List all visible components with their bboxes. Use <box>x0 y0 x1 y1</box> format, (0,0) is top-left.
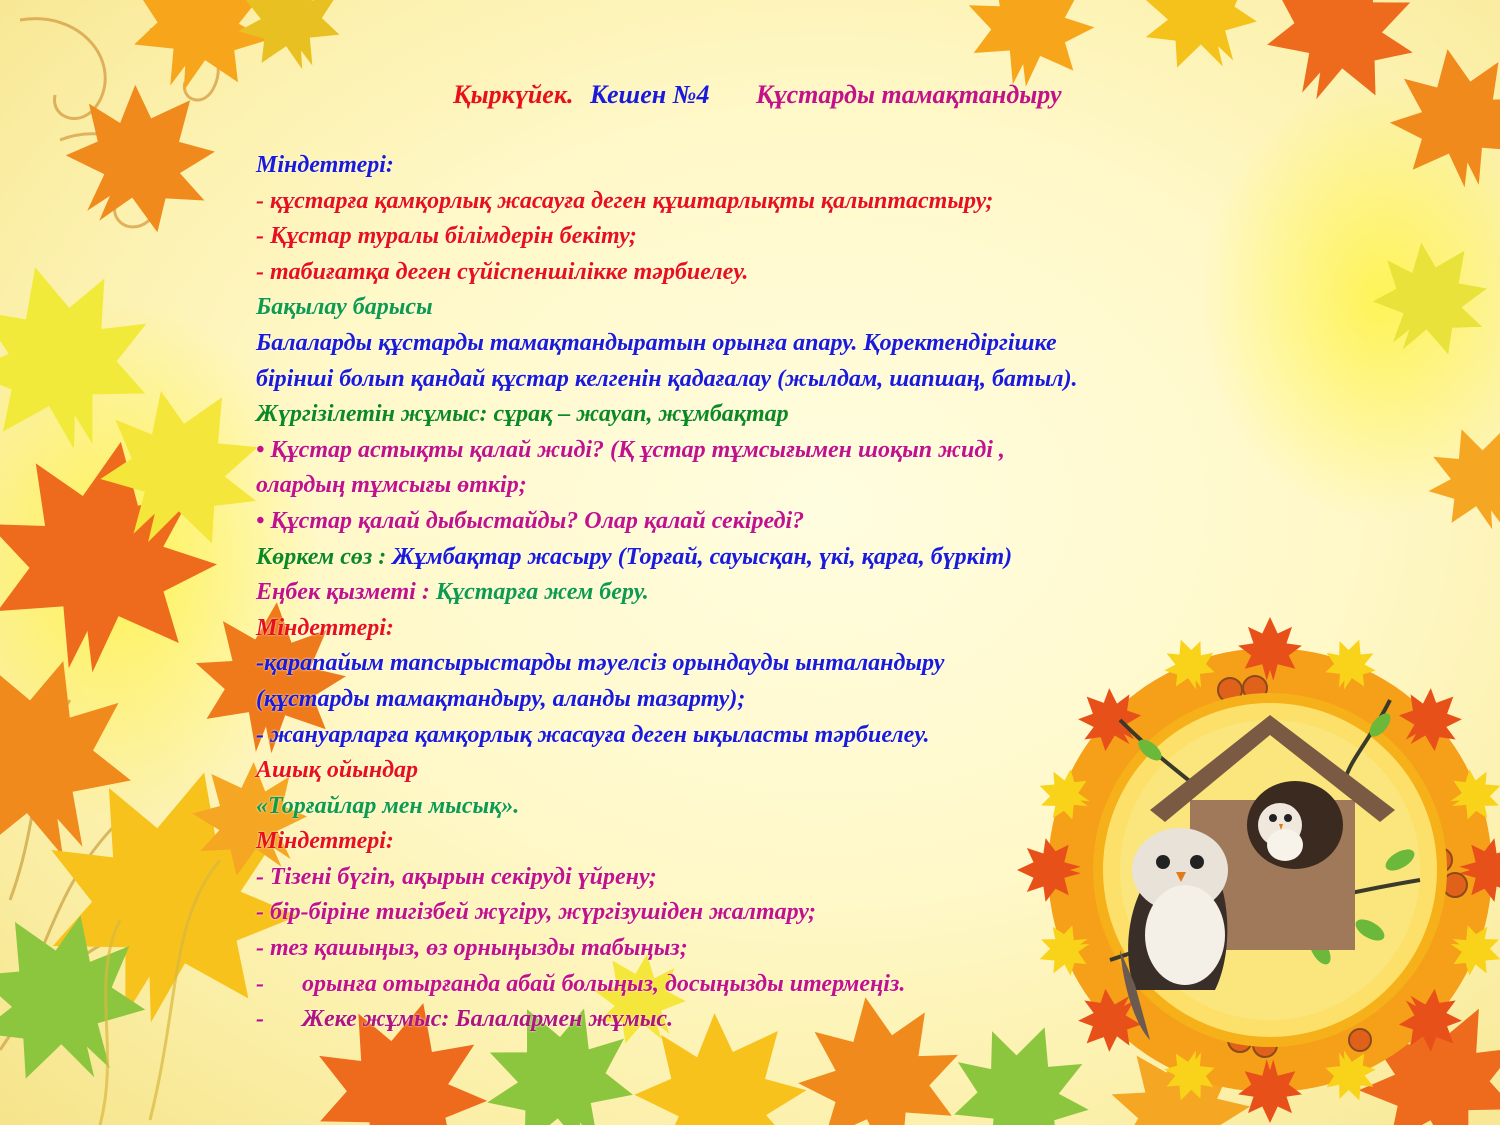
task-item: - табиғатқа деген сүйіспеншілікке тәрбиелеу. <box>256 258 749 285</box>
title-month: Қыркүйек. <box>453 80 574 109</box>
section-heading-tasks: Міндеттері: <box>256 614 394 641</box>
section-heading-outdoor-games: Ашық ойындар <box>256 757 419 784</box>
game-rule: - Тізені бүгіп, ақырын секіруді үйрену; <box>256 863 657 890</box>
page-title <box>453 80 1213 116</box>
artistic-word-label: Көркем сөз : <box>256 543 387 570</box>
section-heading-tasks: Міндеттері: <box>256 152 394 178</box>
list-dash: - <box>256 1006 264 1033</box>
labor-activity-text: Құстарға жем беру. <box>429 579 649 606</box>
observation-text: Балаларды құстарды тамақтандыратын орынға апару. Қоректендіргішке <box>256 329 1057 356</box>
individual-work-line <box>256 1002 1286 1038</box>
game-rule: - тез қашыңыз, өз орныңызды табыңыз; <box>256 935 688 962</box>
question-item: олардың тұмсығы өткір; <box>256 472 527 499</box>
lesson-content <box>256 148 1286 1038</box>
section-heading-tasks: Міндеттері: <box>256 828 394 855</box>
game-rule <box>256 967 1286 1003</box>
task-item: (құстарды тамақтандыру, аланды тазарту); <box>256 685 746 712</box>
game-rule: - бір-біріне тигізбей жүгіру, жүргізушіден жалтару; <box>256 899 817 926</box>
question-item: • Құстар астықты қалай жиді? (Қ ұстар тұмсығымен шоқып жиді , <box>256 436 1005 463</box>
game-title: «Торғайлар мен мысық». <box>256 792 520 819</box>
task-item: - құстарға қамқорлық жасауға деген құштарлықты қалыптастыру; <box>256 187 994 214</box>
task-item: - Құстар туралы білімдерін бекіту; <box>256 223 637 250</box>
section-heading-work: Жүргізілетін жұмыс: сұрақ – жауап, жұмбақтар <box>256 401 789 428</box>
list-dash: - <box>256 970 264 997</box>
labor-activity-line <box>256 575 1286 611</box>
observation-text: бірінші болып қандай құстар келгенін қадағалау (жылдам, шапшаң, батыл). <box>256 365 1078 392</box>
question-item: • Құстар қалай дыбыстайды? Олар қалай секіреді? <box>256 507 805 534</box>
artistic-word-text: Жұмбақтар жасыру (Торғай, сауысқан, үкі, қарға, бүркіт) <box>386 543 1013 570</box>
game-rule-text: орынға отырғанда абай болыңыз, досыңызды итермеңіз. <box>302 970 906 997</box>
section-heading-observation: Бақылау барысы <box>256 294 433 321</box>
task-item: - жануарларға қамқорлық жасауға деген ықыласты тәрбиелеу. <box>256 721 930 748</box>
labor-activity-label: Еңбек қызметі : <box>256 579 430 606</box>
individual-work-text: Жеке жұмыс: Балалармен жұмыс. <box>302 1006 674 1033</box>
title-complex-number: Кешен №4 <box>590 80 710 109</box>
artistic-word-line <box>256 540 1286 576</box>
task-item: -қарапайым тапсырыстарды тәуелсіз орындауды ынталандыру <box>256 650 945 677</box>
title-topic: Құстарды тамақтандыру <box>755 80 1062 109</box>
